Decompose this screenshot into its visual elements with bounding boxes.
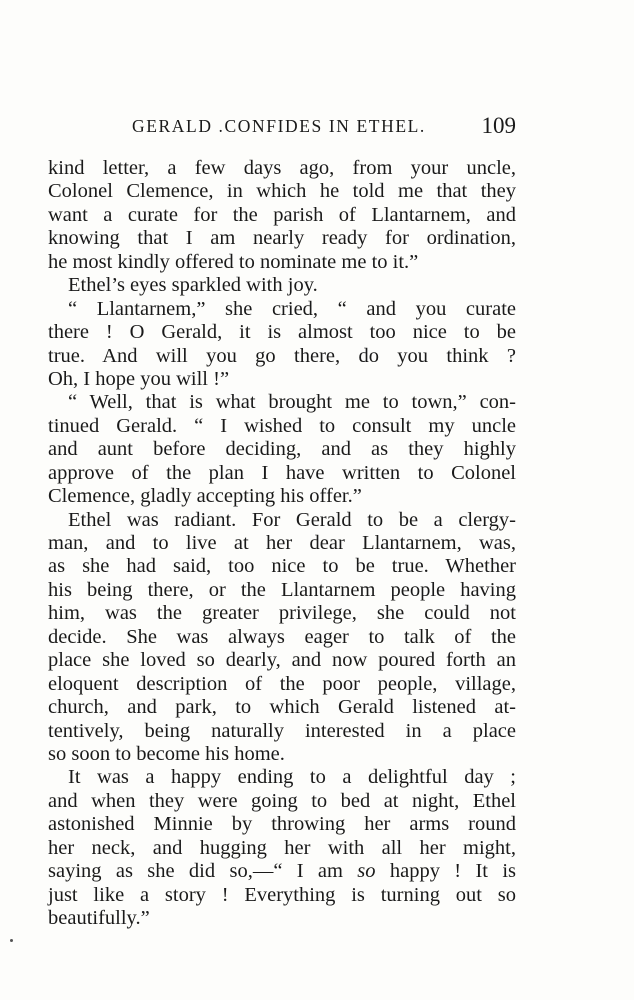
text-line: true. And will you go there, do you think ? bbox=[48, 344, 516, 367]
text-line: approve of the plan I have written to Colonel bbox=[48, 461, 516, 484]
text-line: place she loved so dearly, and now poured forth an bbox=[48, 649, 516, 672]
text-line: knowing that I am nearly ready for ordination, bbox=[48, 227, 516, 250]
page-number: 109 bbox=[481, 113, 516, 138]
running-title: GERALD .CONFIDES IN ETHEL. bbox=[132, 116, 426, 136]
text-line: Ethel was radiant. For Gerald to be a clergy- bbox=[68, 508, 516, 531]
text-line: tentively, being naturally interested in a place bbox=[48, 719, 516, 742]
text-line: and aunt before deciding, and as they highly bbox=[48, 438, 516, 461]
text-line: Oh, I hope you will !” bbox=[48, 367, 230, 390]
text-line: decide. She was always eager to talk of the bbox=[48, 625, 516, 648]
text-line: want a curate for the parish of Llantarnem, and bbox=[48, 203, 516, 226]
running-head bbox=[48, 113, 516, 142]
text-line: there ! O Gerald, it is almost too nice to be bbox=[48, 321, 516, 344]
text-line: his being there, or the Llantarnem people having bbox=[48, 578, 516, 601]
italic-emphasis: so bbox=[357, 860, 376, 883]
text-line: tinued Gerald. “ I wished to consult my uncle bbox=[48, 414, 516, 437]
text-line: man, and to live at her dear Llantarnem, was, bbox=[48, 532, 516, 554]
text-line: and when they were going to bed at night, Ethel bbox=[48, 789, 516, 812]
text-line: as she had said, too nice to be true. Whether bbox=[48, 555, 516, 578]
body-text bbox=[48, 157, 516, 930]
text-run: happy ! It is bbox=[375, 860, 516, 883]
text-line: Colonel Clemence, in which he told me that they bbox=[48, 180, 516, 203]
text-line: he most kindly offered to nominate me to it.” bbox=[48, 250, 419, 273]
margin-speck bbox=[10, 939, 13, 942]
text-line: “ Well, that is what brought me to town,” con- bbox=[68, 391, 516, 414]
text-line: so soon to become his home. bbox=[48, 742, 285, 765]
text-line: church, and park, to which Gerald listened at- bbox=[48, 696, 516, 719]
text-line: eloquent description of the poor people, village, bbox=[48, 672, 516, 695]
text-line: “ Llantarnem,” she cried, “ and you curate bbox=[68, 297, 516, 320]
text-line: her neck, and hugging her with all her might, bbox=[48, 836, 516, 859]
text-line: him, was the greater privilege, she could not bbox=[48, 602, 516, 625]
text-line: Clemence, gladly accepting his offer.” bbox=[48, 485, 362, 508]
text-line: astonished Minnie by throwing her arms round bbox=[48, 813, 516, 836]
text-run: saying as she did so,—“ I am bbox=[48, 860, 358, 883]
text-line: It was a happy ending to a delightful day ; bbox=[68, 766, 516, 789]
text-line: Ethel’s eyes sparkled with joy. bbox=[68, 274, 318, 297]
text-line: just like a story ! Everything is turning out so bbox=[48, 883, 516, 906]
text-line: kind letter, a few days ago, from your uncle, bbox=[48, 157, 516, 179]
text-line: beautifully.” bbox=[48, 907, 150, 929]
text-line bbox=[48, 860, 516, 883]
